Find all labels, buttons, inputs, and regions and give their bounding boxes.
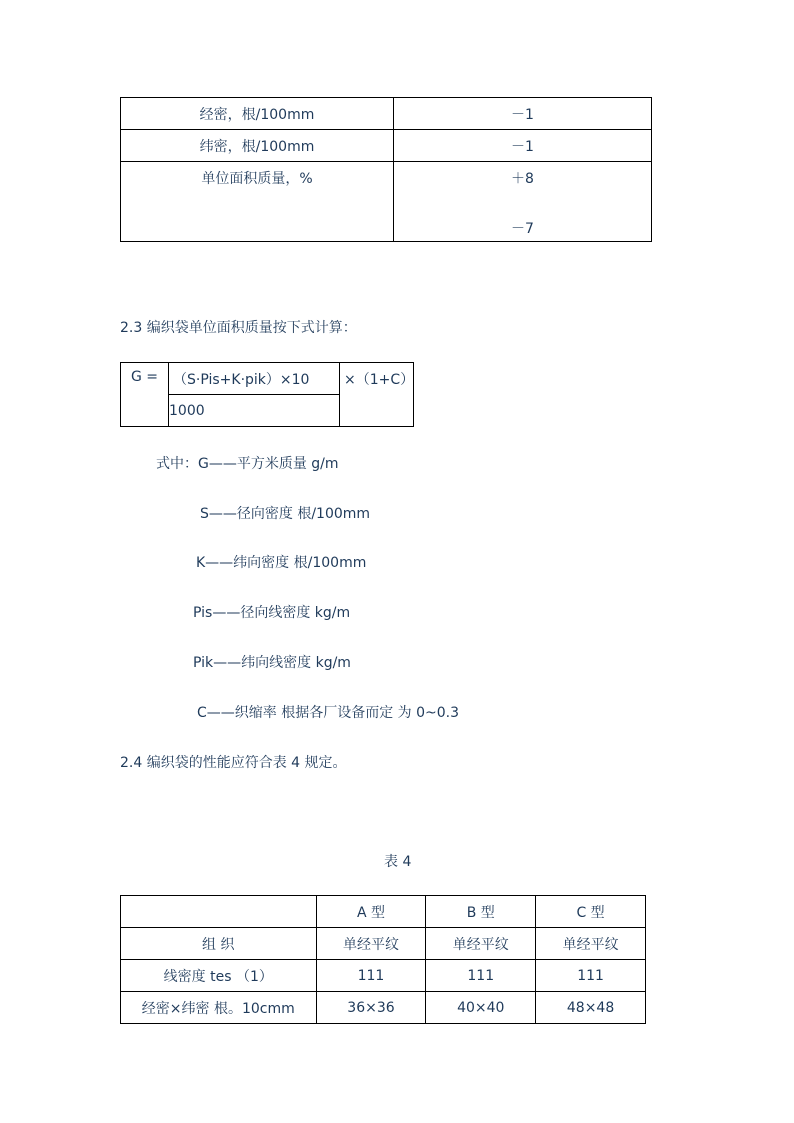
warp-density-label: 经密，根/100mm <box>121 98 394 130</box>
table4 <box>120 895 646 1024</box>
formula-multiplier: ×（1+C） <box>340 363 414 427</box>
table-cell: 111 <box>316 960 426 992</box>
table-cell: 111 <box>536 960 646 992</box>
formula-lhs: G = <box>121 363 169 427</box>
table-cell: 111 <box>426 960 536 992</box>
table-header-row <box>121 896 646 928</box>
formula-numerator: （S·Pis+K·pik）×10 <box>169 363 340 395</box>
definition-g: 式中：G——平方米质量 g/m <box>156 456 339 472</box>
header-cell <box>121 896 317 928</box>
table-row <box>121 928 646 960</box>
formula-table <box>120 362 414 427</box>
header-cell: C 型 <box>536 896 646 928</box>
row-label: 线密度 tes （1） <box>121 960 317 992</box>
weft-density-label: 纬密，根/100mm <box>121 130 394 162</box>
row-label: 组 织 <box>121 928 317 960</box>
table-row <box>121 960 646 992</box>
table-cell: 单经平纹 <box>426 928 536 960</box>
section-2-3-heading: 2.3 编织袋单位面积质量按下式计算： <box>120 320 357 336</box>
area-mass-label: 单位面积质量，% <box>201 171 313 187</box>
table-row <box>121 98 652 130</box>
definition-s: S——径向密度 根/100mm <box>200 506 371 522</box>
table-cell: 36×36 <box>316 992 426 1024</box>
table-cell: 48×48 <box>536 992 646 1024</box>
table-row <box>121 162 652 242</box>
table-row <box>121 992 646 1024</box>
tolerance-table <box>120 97 652 242</box>
table-cell: 单经平纹 <box>316 928 426 960</box>
table-row <box>121 130 652 162</box>
warp-density-value: －1 <box>394 98 652 130</box>
table-cell: 40×40 <box>426 992 536 1024</box>
area-mass-plus: ＋8 <box>511 171 534 187</box>
section-2-4-heading: 2.4 编织袋的性能应符合表 4 规定。 <box>120 755 347 771</box>
table4-caption: 表 4 <box>384 854 412 870</box>
row-label: 经密×纬密 根。10cmm <box>121 992 317 1024</box>
definition-c: C——织缩率 根据各厂设备而定 为 0~0.3 <box>197 705 460 721</box>
weft-density-value: －1 <box>394 130 652 162</box>
definition-k: K——纬向密度 根/100mm <box>196 555 367 571</box>
header-cell: A 型 <box>316 896 426 928</box>
definition-pik: Pik——纬向线密度 kg/m <box>193 655 351 671</box>
formula-denominator: 1000 <box>169 395 340 427</box>
definition-pis: Pis——径向线密度 kg/m <box>193 605 351 621</box>
table-cell: 单经平纹 <box>536 928 646 960</box>
header-cell: B 型 <box>426 896 536 928</box>
area-mass-minus: －7 <box>511 221 534 237</box>
